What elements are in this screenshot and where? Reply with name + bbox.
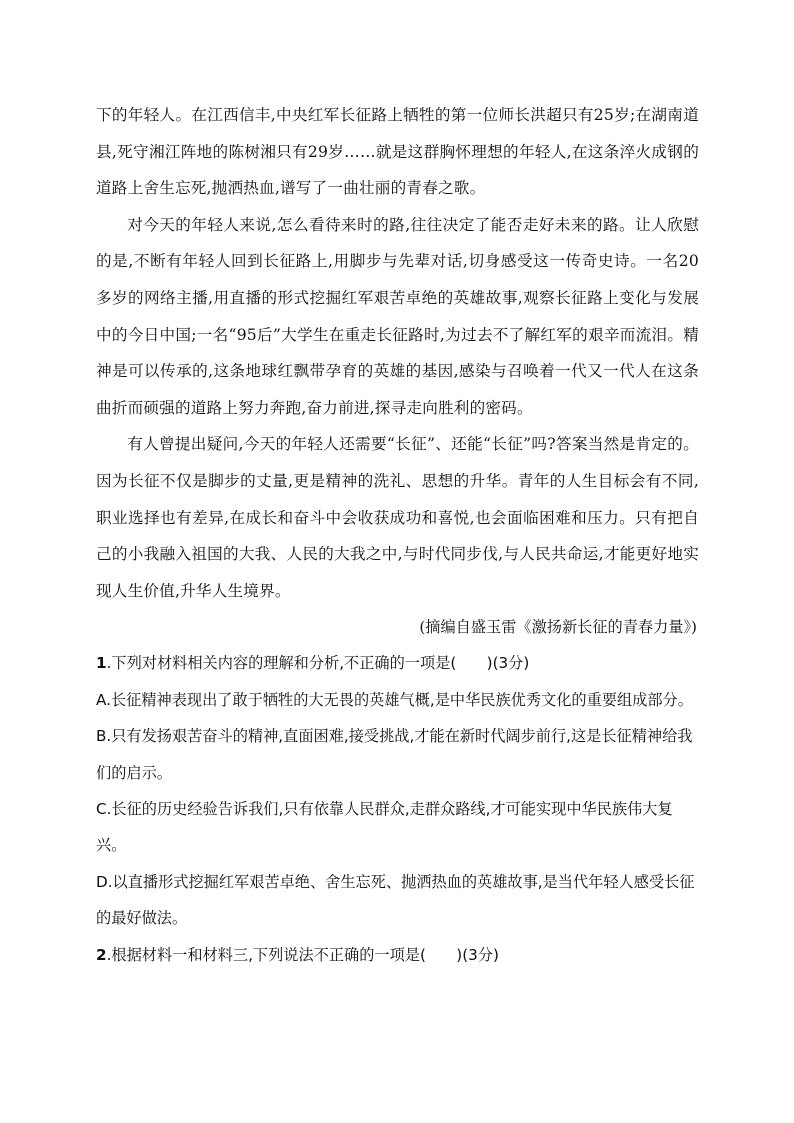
reading-passage [96,97,699,609]
passage-paragraph-2: 对今天的年轻人来说,怎么看待来时的路,往往决定了能否走好未来的路。让人欣慰的是,不断有年轻人回到长征路上,用脚步与先辈对话,切身感受这一传奇史诗。一名20多岁的网络主播,用直播的形式挖掘红军艰苦卓绝的英雄故事,观察长征路上变化与发展中的今日中国;一名“95后”大学生在重走长征路时,为过去不了解红军的艰辛而流泪。精神是可以传承的,这条地球红飘带孕育的英雄的基因,感染与召唤着一代又一代人在这条曲折而硕强的道路上努力奔跑,奋力前进,探寻走向胜利的密码。 [96,215,699,417]
question-1-option-c: C.长征的历史经验告诉我们,只有依靠人民群众,走群众路线,才可能实现中华民族伟大复兴。 [96,799,673,855]
question-2-stem [96,937,699,973]
question-1-stem [96,645,699,681]
passage-paragraph-1: 下的年轻人。在江西信丰,中央红军长征路上牺牲的第一位师长洪超只有25岁;在湖南道县,死守湘江阵地的陈树湘只有29岁……就是这群胸怀理想的年轻人,在这条淬火成钢的道路上舍生忘死,抛洒热血,谱写了一曲壮丽的青春之歌。 [96,106,699,198]
question-1 [96,645,699,936]
page-content [96,97,699,973]
question-1-number: 1 [96,654,107,673]
question-2-text: .根据材料一和材料三,下列说法不正确的一项是( )(3分) [106,945,499,964]
passage-source-citation: (摘编自盛玉雷《激扬新长征的青春力量》) [419,618,697,637]
question-1-option-a: A.长征精神表现出了敢于牺牲的大无畏的英雄气概,是中华民族优秀文化的重要组成部分。 [96,690,693,709]
question-1-option-d: D.以直播形式挖掘红军艰苦卓绝、舍生忘死、抛洒热血的英雄故事,是当代年轻人感受长征的最好做法。 [96,872,695,928]
passage-paragraph-3: 有人曾提出疑问,今天的年轻人还需要“长征”、还能“长征”吗?答案当然是肯定的。因为长征不仅是脚步的丈量,更是精神的洗礼、思想的升华。青年的人生目标会有不同,职业选择也有差异,在成长和奋斗中会收获成功和喜悦,也会面临困难和压力。只有把自己的小我融入祖国的大我、人民的大我之中,与时代同步伐,与人民共命运,才能更好地实现人生价值,升华人生境界。 [96,435,699,600]
question-2 [96,937,699,973]
question-1-text: .下列对材料相关内容的理解和分析,不正确的一项是( )(3分) [106,654,530,673]
question-1-option-b: B.只有发扬艰苦奋斗的精神,直面困难,接受挑战,才能在新时代阔步前行,这是长征精神给我们的启示。 [96,727,693,782]
question-2-number: 2 [96,945,107,964]
